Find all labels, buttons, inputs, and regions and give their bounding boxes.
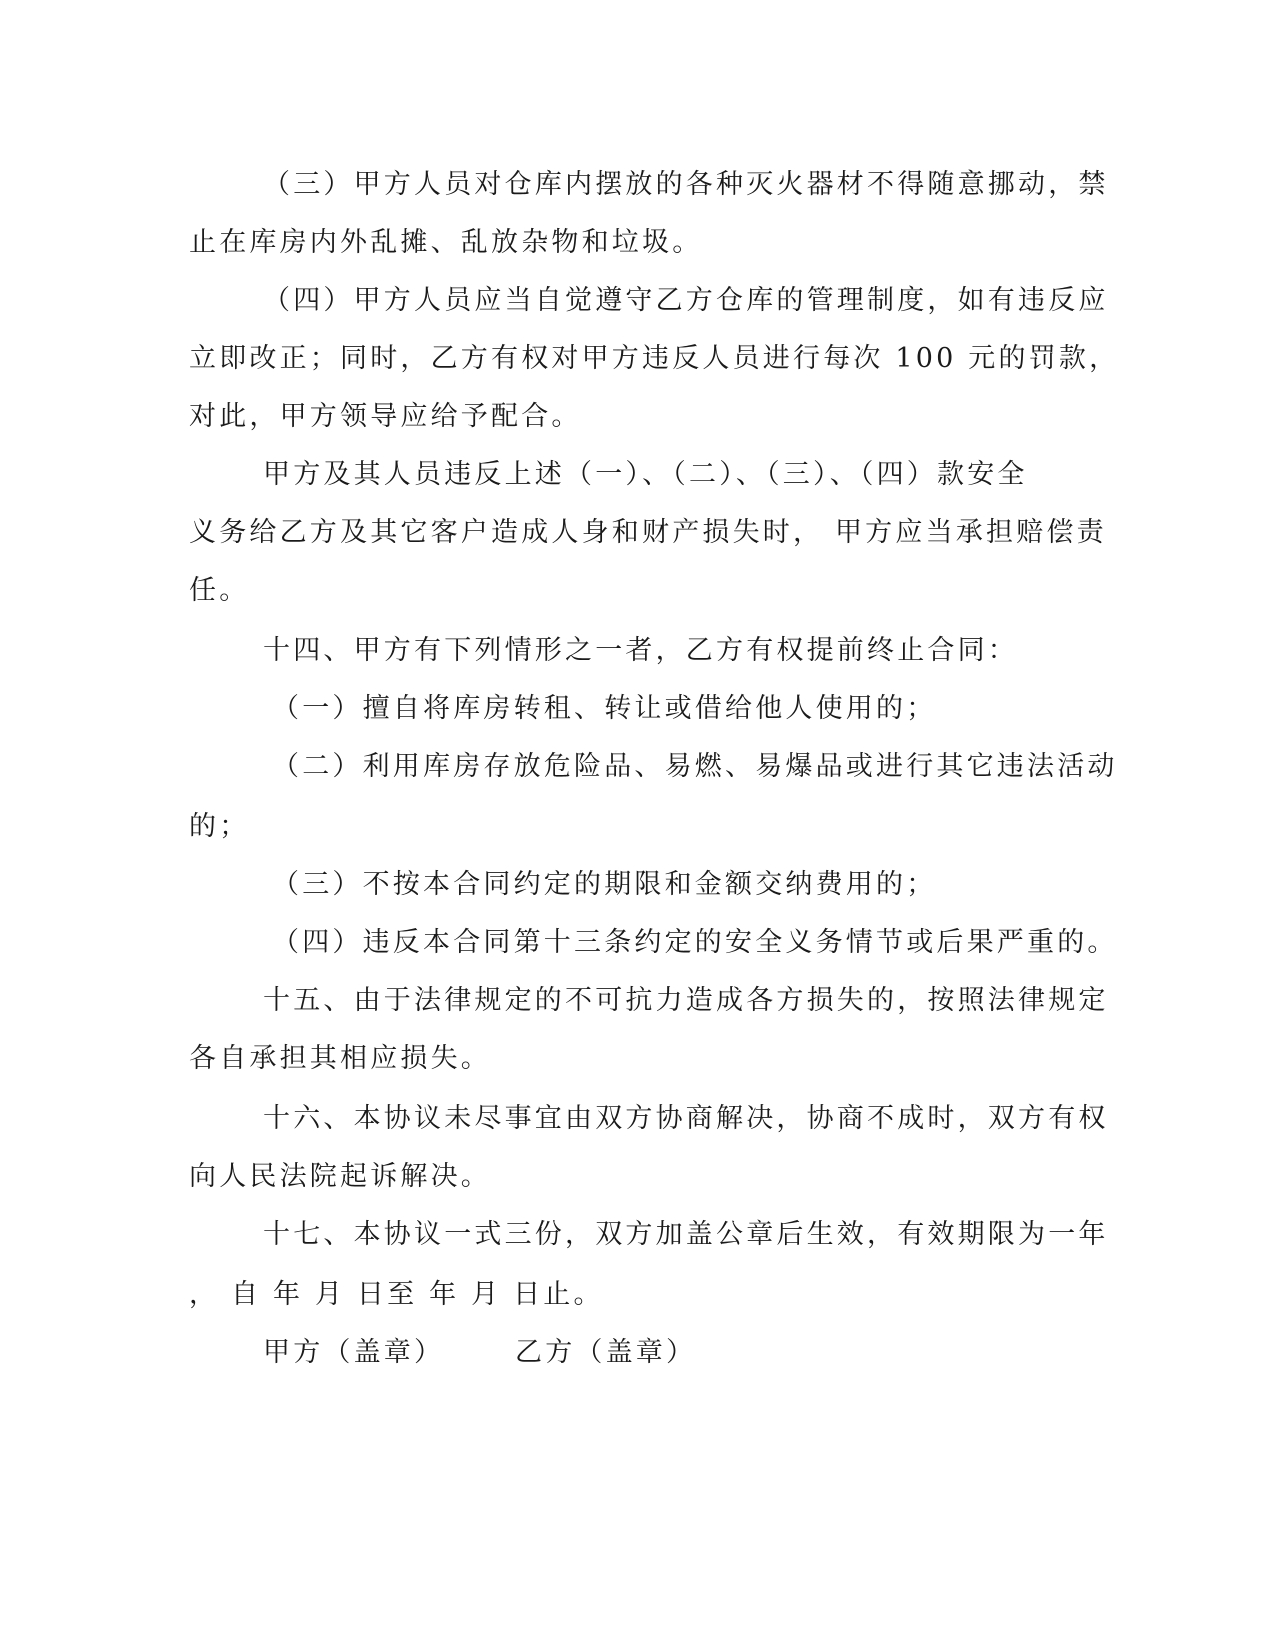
paragraph-line: 十五、由于法律规定的不可抗力造成各方损失的，按照法律规定 (263, 985, 1109, 1016)
paragraph-line: 止在库房内外乱摊、乱放杂物和垃圾。 (189, 227, 703, 258)
party-a-signature: 甲方（盖章） (263, 1337, 445, 1368)
paragraph-line: 任。 (189, 575, 250, 606)
paragraph-line: 各自承担其相应损失。 (189, 1043, 491, 1074)
paragraph-line: 十七、本协议一式三份，双方加盖公章后生效，有效期限为一年 (263, 1219, 1109, 1250)
paragraph-line: ， 自 年 月 日至 年 月 日止。 (189, 1279, 604, 1310)
paragraph-line: （四）甲方人员应当自觉遵守乙方仓库的管理制度，如有违反应 (263, 285, 1109, 316)
party-b-signature: 乙方（盖章） (515, 1337, 697, 1368)
paragraph-line: 十六、本协议未尽事宜由双方协商解决，协商不成时，双方有权 (263, 1103, 1109, 1134)
paragraph-line: 十四、甲方有下列情形之一者，乙方有权提前终止合同： (263, 635, 1018, 666)
paragraph-line: 立即改正；同时，乙方有权对甲方违反人员进行每次 100 元的罚款， (189, 343, 1120, 374)
paragraph-line: （三）不按本合同约定的期限和金额交纳费用的； (272, 869, 937, 900)
paragraph-line: 对此，甲方领导应给予配合。 (189, 401, 582, 432)
paragraph-line: 甲方及其人员违反上述（一）、（二）、（三）、（四）款安全 (263, 459, 1028, 490)
paragraph-line: （四）违反本合同第十三条约定的安全义务情节或后果严重的。 (272, 927, 1118, 958)
paragraph-line: （二）利用库房存放危险品、易燃、易爆品或进行其它违法活动 (272, 751, 1118, 782)
paragraph-line: 的； (189, 811, 250, 842)
paragraph-line: （一）擅自将库房转租、转让或借给他人使用的； (272, 693, 937, 724)
paragraph-line: 义务给乙方及其它客户造成人身和财产损失时， 甲方应当承担赔偿责 (189, 517, 1107, 548)
paragraph-line: 向人民法院起诉解决。 (189, 1161, 491, 1192)
paragraph-line: （三）甲方人员对仓库内摆放的各种灭火器材不得随意挪动，禁 (263, 169, 1109, 200)
